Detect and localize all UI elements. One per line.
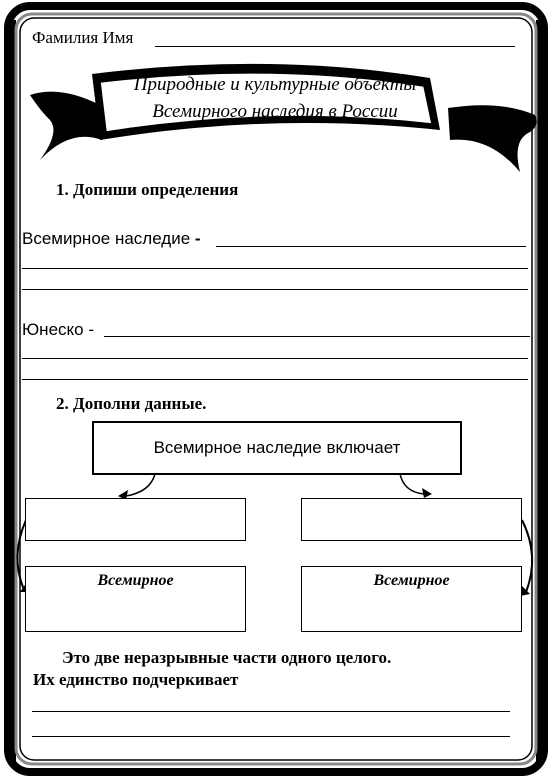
definition-1-line[interactable] [216, 246, 526, 247]
conclusion-answer-line[interactable] [32, 711, 510, 712]
definition-1-line[interactable] [22, 268, 528, 269]
definition-2-line[interactable] [22, 358, 528, 359]
banner-line-1: Природные и культурные объекты [133, 74, 417, 95]
task1-title: 1. Допиши определения [56, 180, 239, 199]
definition-2-label: Юнеско - [22, 320, 94, 339]
definition-2-line[interactable] [22, 379, 528, 380]
definition-1-dash: - [194, 229, 201, 248]
main-concept-text: Всемирное наследие включает [153, 438, 401, 457]
conclusion-answer-line[interactable] [32, 736, 510, 737]
definition-2-line[interactable] [104, 336, 530, 337]
banner-line-2: Всемирного наследия в России [152, 101, 398, 122]
left-heritage-label: Всемирное [97, 572, 174, 589]
left-answer-box[interactable] [25, 498, 246, 541]
right-heritage-label: Всемирное [373, 572, 450, 589]
left-heritage-box[interactable] [25, 566, 246, 632]
conclusion-line-2: Их единство подчеркивает [33, 670, 239, 689]
task2-title: 2. Дополни данные. [56, 394, 207, 413]
definition-1-label: Всемирное наследие - [22, 229, 201, 248]
right-answer-box[interactable] [301, 498, 522, 541]
main-concept-box [93, 422, 461, 474]
right-heritage-box[interactable] [301, 566, 522, 632]
definition-1-line[interactable] [22, 289, 528, 290]
name-label: Фамилия Имя [32, 28, 134, 47]
conclusion-line-1: Это две неразрывные части одного целого. [62, 648, 392, 667]
name-line[interactable] [155, 46, 515, 47]
